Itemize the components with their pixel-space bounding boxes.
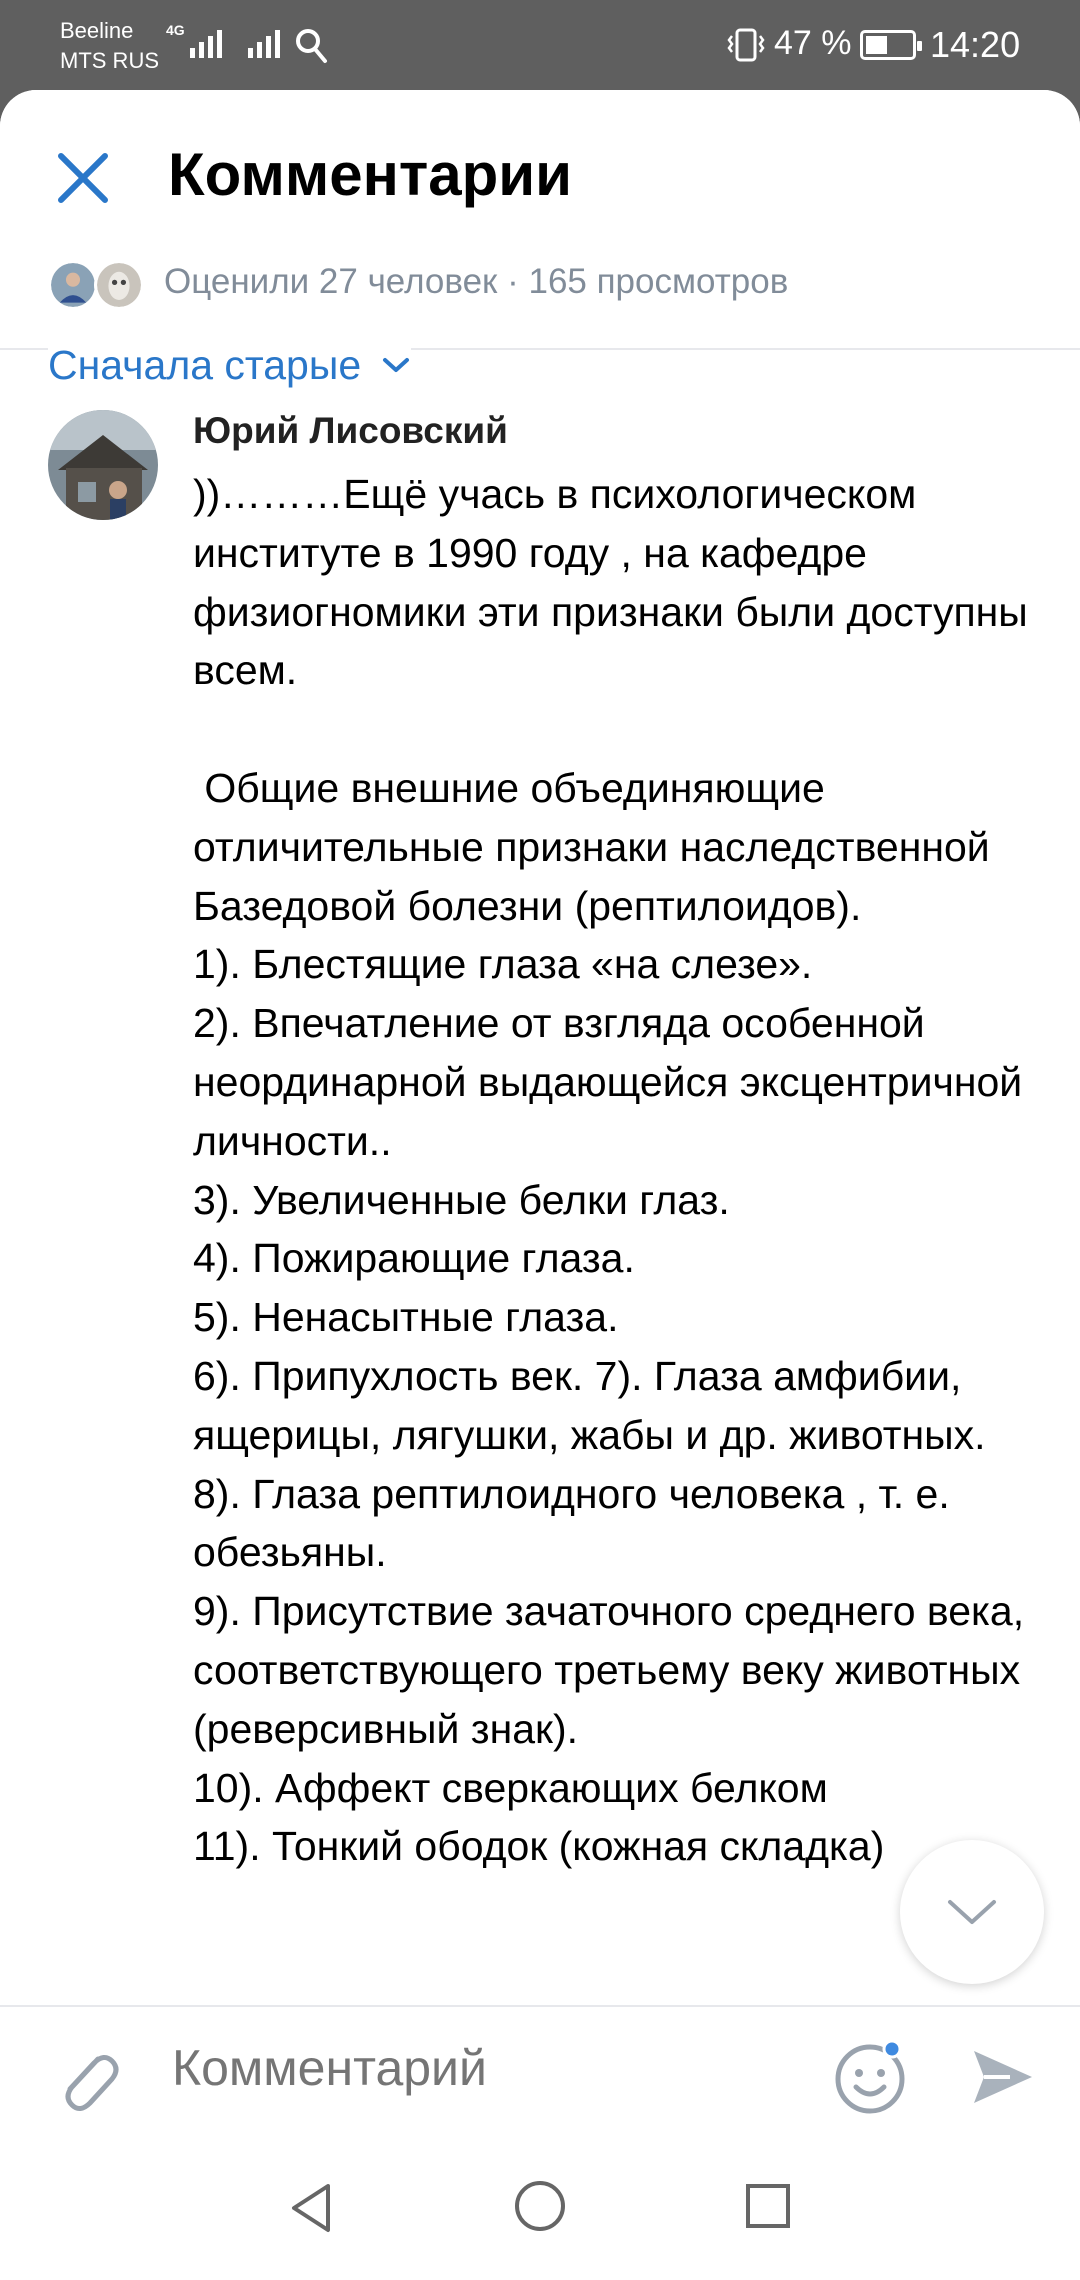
emoji-icon[interactable] [832,2039,908,2115]
attach-icon[interactable] [50,2037,120,2117]
scroll-down-button[interactable] [900,1840,1044,1984]
comments-sheet [0,90,1080,2280]
comment-text: ))………Ещё учась в психологическом институте в 1990 году , на кафедре физиогномики эти признаки были доступны всем. Общие внешние объединяющие отличительные признаки наследственной Базедовой болезни (рептилоидов). 1). Блестящие глаза «на слезе». 2). Впечатление от взгляда особенной неординарной выдающейся эксцентричной личности.. 3). Увеличенные белки глаз. 4). Пожирающие глаза. 5). Ненасытные глаза. 6). Припухлость век. 7). Глаза амфибии, ящерицы, лягушки, жабы и др. животных. 8). Глаза рептилоидного человека , т. е. обезьяны. 9). Присутствие зачаточного среднего века, соответствующего третьему веку животных (реверсивный знак). 10). Аффект сверкающих белком 11). Тонкий ободок (кожная складка) [193,471,1028,1870]
comment-composer [0,2005,1080,2140]
home-icon[interactable] [512,2178,568,2234]
sort-label: Сначала старые [48,341,362,388]
close-icon [55,150,111,206]
avatar [48,260,98,310]
vibrate-icon [726,28,766,62]
carrier-names [60,16,159,76]
network-type: 4G [166,22,185,38]
clock: 14:20 [930,24,1021,65]
sheet-header [0,90,1080,350]
signal-icon [190,28,222,58]
sort-dropdown[interactable] [48,330,411,400]
send-icon[interactable] [970,2047,1036,2107]
close-button[interactable] [50,145,116,211]
back-icon[interactable] [284,2180,340,2236]
page-title: Комментарии [168,141,573,208]
comment-input[interactable] [172,2039,792,2097]
notification-dot [884,2041,900,2057]
avatar [94,260,144,310]
chevron-down-icon [381,355,411,375]
search-icon [294,26,328,66]
battery-percent: 47 % [774,24,852,62]
system-nav-bar [0,2140,1080,2280]
comment-author[interactable]: Юрий Лисовский [193,410,508,451]
carrier-1: Beeline [60,18,134,43]
likers-avatars[interactable] [48,260,144,310]
signal-icon-2 [248,28,280,58]
chevron-down-icon [944,1896,1000,1928]
status-bar [0,0,1080,90]
battery-icon [860,30,916,60]
avatar[interactable] [48,410,158,520]
likes-views-count[interactable]: Оценили 27 человек · 165 просмотров [164,262,789,301]
battery-fill [866,36,887,54]
recent-apps-icon[interactable] [744,2182,792,2230]
carrier-2: MTS RUS [60,48,159,73]
